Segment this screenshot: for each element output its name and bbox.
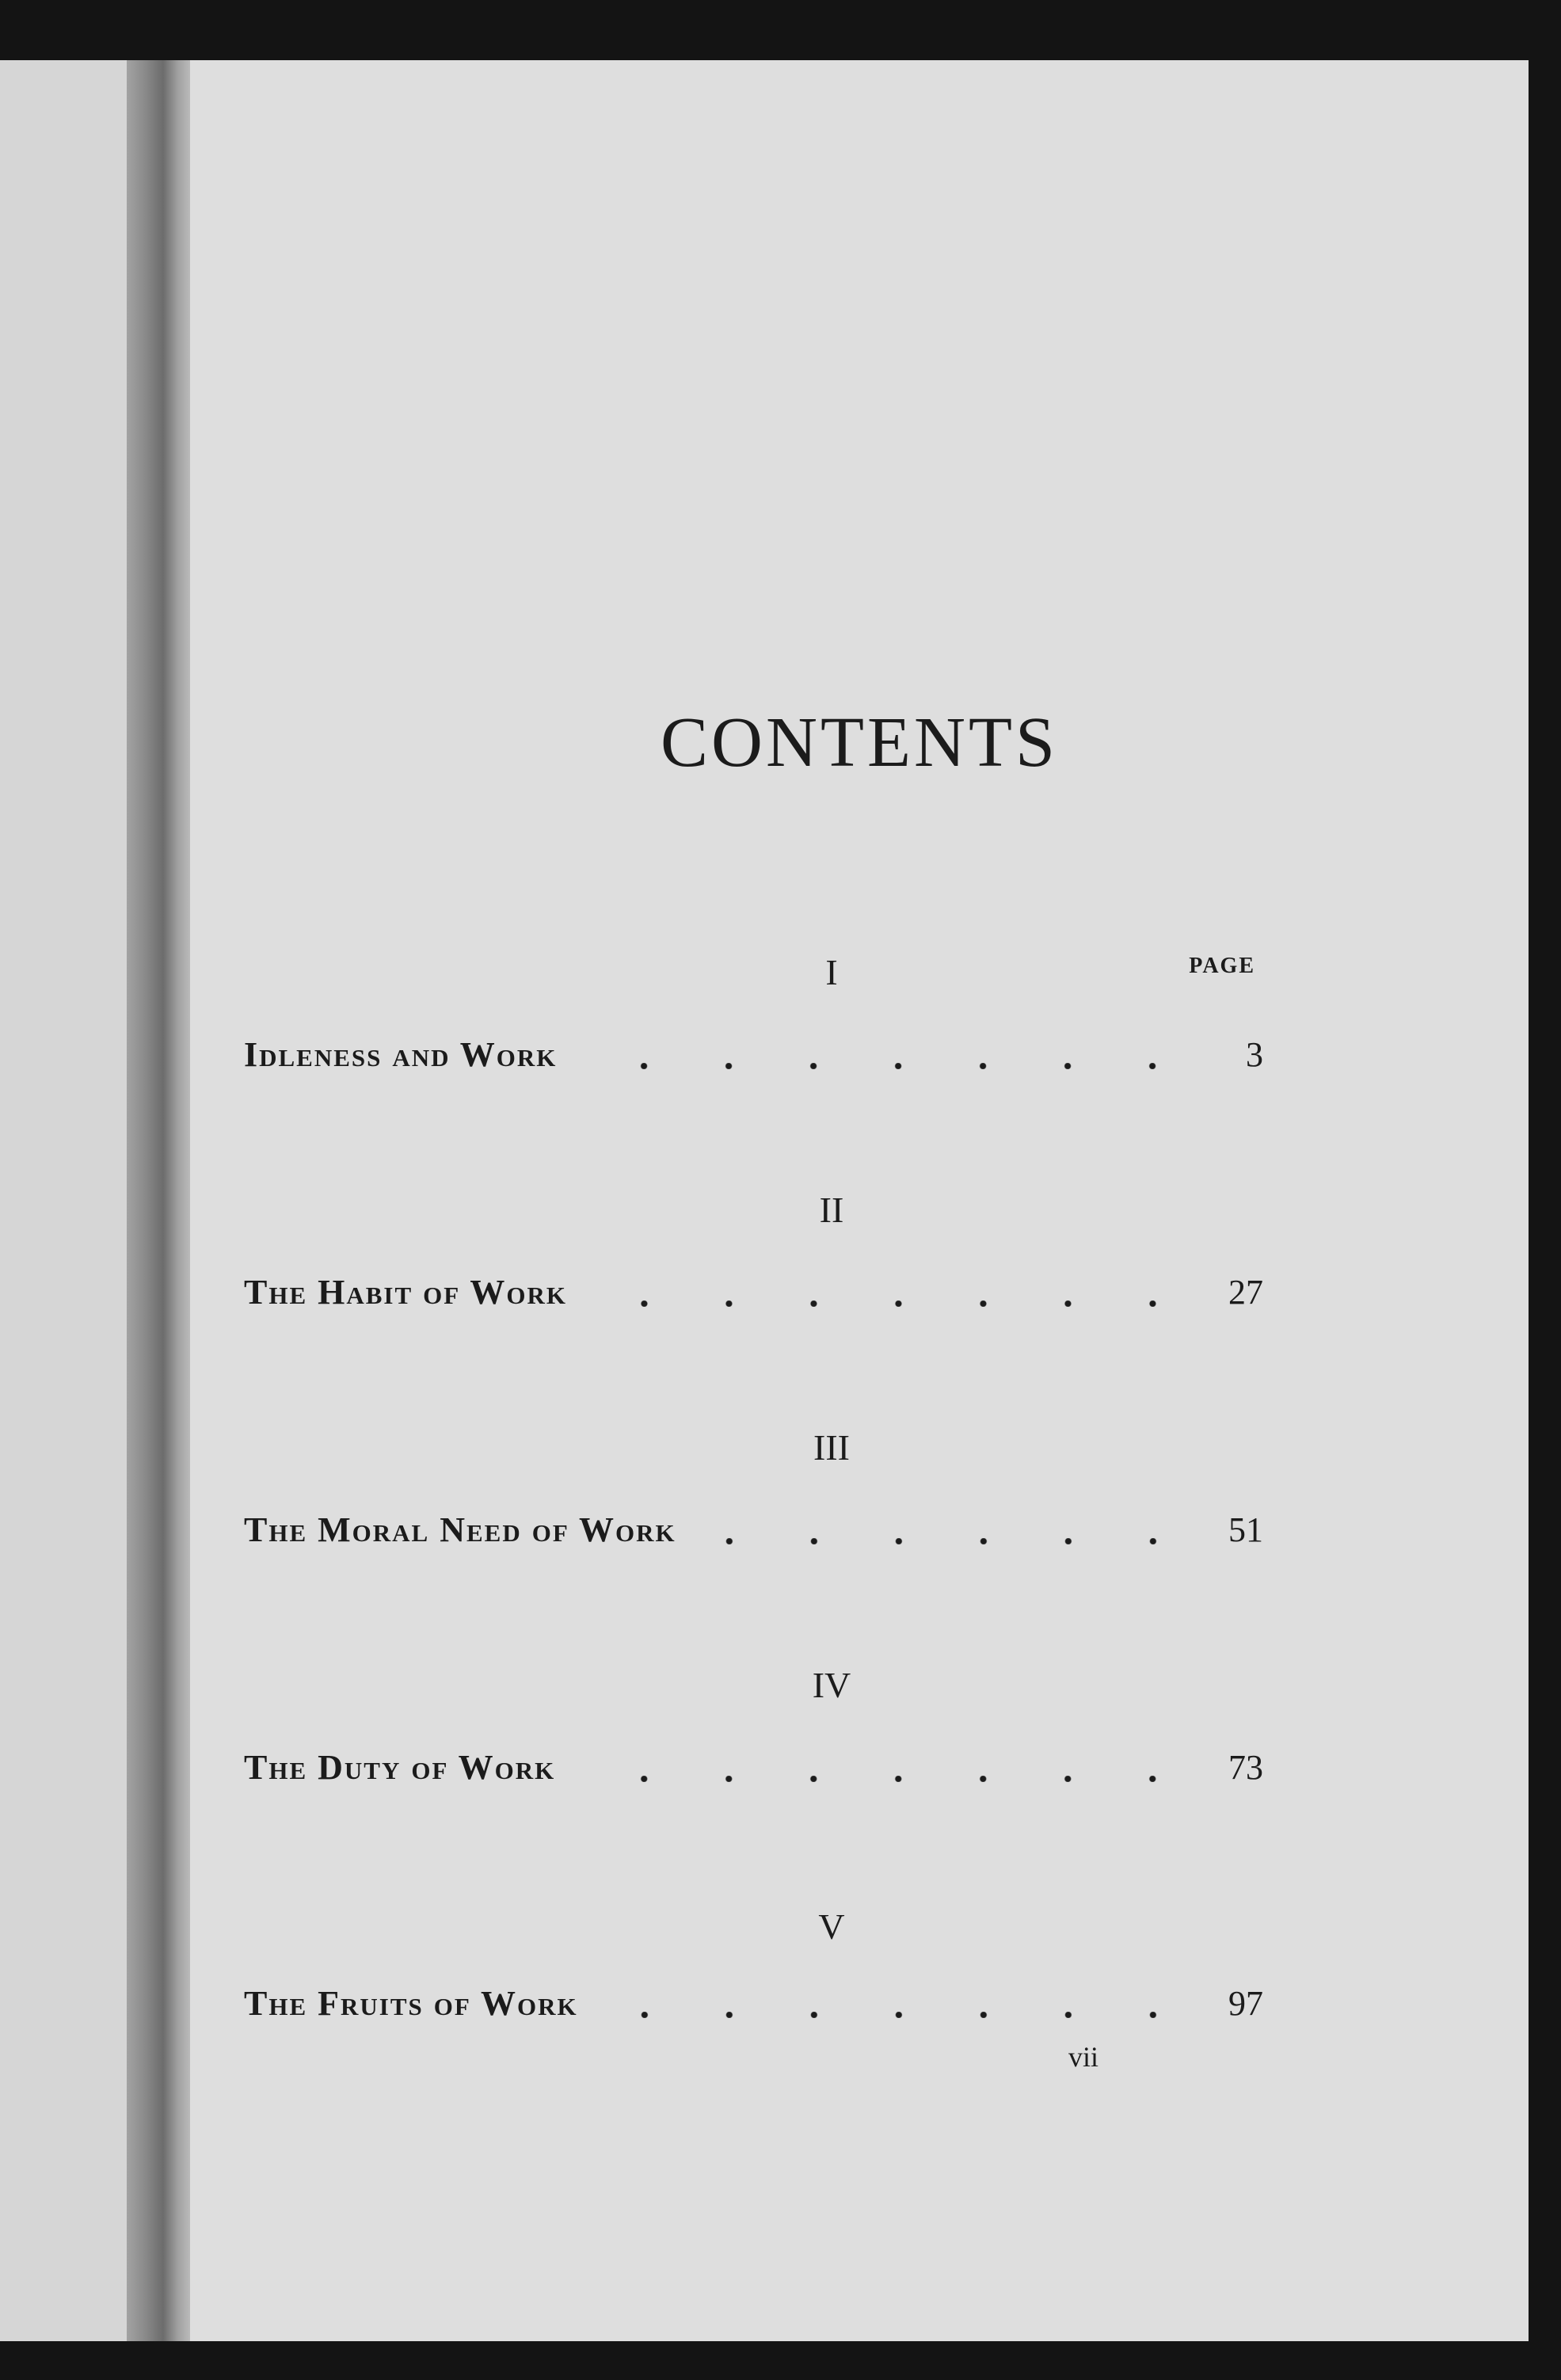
dot-leader [580,1300,1195,1307]
toc-entry-title: The Duty of Work [244,1748,556,1787]
contents-page [190,60,1529,2341]
toc-entry-page: 73 [1228,1748,1263,1787]
chapter-numeral: IV [812,1665,851,1705]
toc-entry[interactable] [244,1510,1263,1557]
toc-entry-title: The Moral Need of Work [244,1510,676,1549]
dot-leader [568,1776,1195,1782]
toc-entry-page: 3 [1246,1035,1263,1074]
toc-entry[interactable] [244,1272,1263,1319]
chapter-numeral: III [813,1427,850,1468]
toc-entry-title: Idleness and Work [244,1035,558,1074]
toc-entry-page: 51 [1228,1510,1263,1549]
dot-leader [689,1538,1195,1544]
toc-entry[interactable] [244,1747,1263,1795]
toc-entry-page: 97 [1228,1984,1263,2023]
dot-leader [591,2012,1195,2018]
dot-leader [569,1063,1195,1069]
chapter-numeral: V [818,1906,845,1947]
chapter-numeral: II [819,1190,844,1230]
toc-entry-title: The Fruits of Work [244,1984,578,2023]
page-column-label: PAGE [1189,954,1255,978]
toc-entry-title: The Habit of Work [244,1273,568,1312]
page-title: CONTENTS [661,703,1058,782]
toc-entry-page: 27 [1228,1273,1263,1312]
toc-entry[interactable] [244,1034,1263,1082]
book-gutter [127,60,200,2341]
chapter-numeral: I [825,952,838,992]
toc-entry[interactable] [244,1983,1263,2031]
page-folio: vii [1068,2041,1098,2073]
